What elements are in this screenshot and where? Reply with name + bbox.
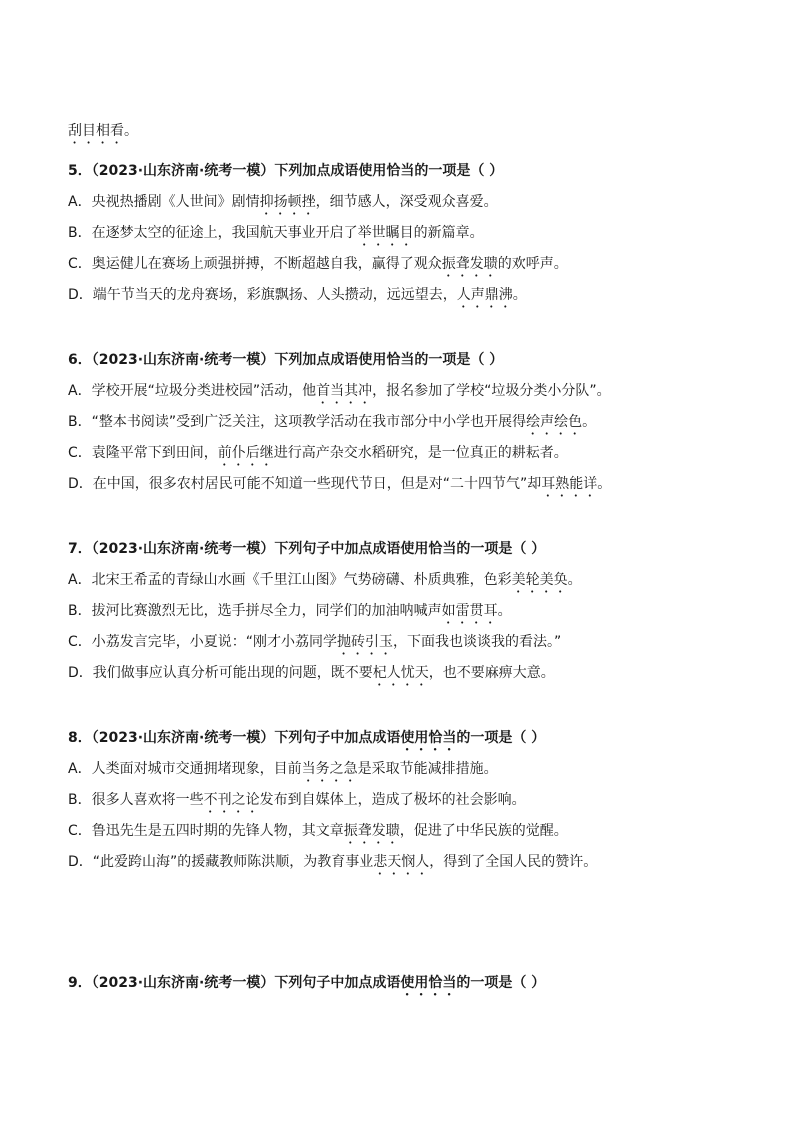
option-text: D．“此爱跨山海”的援藏教师陈洪顺，为教育事业: [68, 854, 374, 870]
question-prompt: （ ）: [470, 163, 504, 179]
question-6-option-a: [68, 382, 611, 407]
question-number: 5．: [68, 163, 92, 179]
option-text: B．“整本书阅读”受到广泛关注，这项教学活动在我市部分中小学也开展得: [68, 414, 527, 430]
question-source: （2023·山东济南·统考一模）: [91, 975, 275, 991]
option-text: ，报名参加了学校“垃圾分类小分队”。: [372, 383, 611, 399]
question-8-option-a: [68, 760, 498, 785]
option-text: ，促进了中华民族的觉醒。: [399, 823, 568, 839]
question-6-option-c: [68, 444, 568, 469]
question-source: （2023·山东济南·统考一模）: [91, 541, 275, 557]
question-prompt: （ ）: [512, 541, 546, 557]
question-prompt: （ ）: [470, 352, 504, 368]
dotted-idiom: 抑扬顿挫: [259, 194, 316, 210]
option-text: ，下面我也谈谈我的看法。”: [393, 634, 562, 650]
continuation-line: [68, 122, 138, 147]
dotted-idiom: 绘声绘色: [526, 414, 583, 430]
question-5-option-a: [68, 193, 498, 218]
question-7-option-d: [68, 664, 555, 689]
option-text: A．北宋王希孟的青绿山水画《千里江山图》气势磅礴、朴质典雅，色彩: [68, 572, 512, 588]
dotted-idiom: 振聋发聩: [343, 823, 400, 839]
dotted-idiom: 首当其冲: [316, 383, 373, 399]
option-text: D．我们做事应认真分析可能出现的问题，既不要: [68, 665, 373, 681]
dotted-idiom: 杞人忧天: [372, 665, 429, 681]
dotted-idiom: 不刊之论: [203, 792, 260, 808]
option-text: 。: [582, 414, 597, 430]
option-text: B．在逐梦太空的征途上，我国航天事业开启了: [68, 225, 358, 241]
option-text: B．很多人喜欢将一些: [68, 792, 204, 808]
dotted-text: 使用恰当: [400, 730, 457, 746]
question-7-stem: [68, 540, 545, 565]
question-7-option-a: [68, 571, 582, 596]
dotted-text: 使用恰当: [400, 975, 457, 991]
dotted-idiom: 前仆后继: [217, 445, 274, 461]
question-7-option-c: [68, 633, 561, 658]
dotted-idiom: 刮目相看: [68, 123, 124, 139]
question-prompt: 下列句子中加点成语使用恰当的一项是: [274, 541, 513, 557]
question-prompt: 下列句子中加点成语: [274, 730, 401, 746]
dotted-idiom: 人声鼎沸: [456, 287, 513, 303]
option-text: C．奥运健儿在赛场上顽强拼搏，不断超越自我，赢得了观众: [68, 256, 442, 272]
continuation-text: 。: [124, 123, 138, 139]
question-7-option-b: [68, 602, 512, 627]
question-8-option-c: [68, 822, 568, 847]
question-8-option-d: [68, 853, 597, 878]
option-text: A．央视热播剧《人世间》剧情: [68, 194, 260, 210]
option-text: 。: [567, 572, 582, 588]
question-5-stem: [68, 162, 503, 187]
question-source: （2023·山东济南·统考一模）: [91, 730, 275, 746]
dotted-idiom: 举世瞩目: [357, 225, 414, 241]
option-text: C．袁隆平常下到田间，: [68, 445, 218, 461]
question-5-option-c: [68, 255, 568, 280]
dotted-idiom: 悲天悯人: [373, 854, 430, 870]
question-prompt: 下列句子中加点成语: [274, 975, 401, 991]
option-text: D．在中国，很多农村居民可能不知道一些现代节日，但是对“二十四节气”却: [68, 476, 542, 492]
option-text: D．端午节当天的龙舟赛场，彩旗飘扬、人头攒动，远远望去，: [68, 287, 457, 303]
question-6-option-b: [68, 413, 596, 438]
question-source: （2023·山东济南·统考一模）: [91, 163, 275, 179]
question-6-option-d: [68, 475, 611, 500]
question-6-stem: [68, 351, 503, 376]
option-text: 的欢呼声。: [497, 256, 568, 272]
option-text: B．拔河比赛激烈无比，选手拼尽全力，同学们的加油呐喊声: [68, 603, 442, 619]
option-text: 发布到自媒体上，造成了极坏的社会影响。: [259, 792, 526, 808]
dotted-idiom: 耳熟能详: [541, 476, 598, 492]
question-prompt: 的一项是（ ）: [456, 975, 546, 991]
question-8-stem: [68, 729, 545, 754]
question-5-option-b: [68, 224, 484, 249]
option-text: 。: [597, 476, 612, 492]
question-number: 6．: [68, 352, 92, 368]
option-text: 。: [512, 287, 527, 303]
option-text: C．鲁迅先生是五四时期的先锋人物，其文章: [68, 823, 344, 839]
question-prompt: 下列加点成语使用恰当的一项是: [274, 352, 471, 368]
question-prompt: 的一项是（ ）: [456, 730, 546, 746]
question-prompt: 下列加点成语使用恰当的一项是: [274, 163, 471, 179]
question-number: 7．: [68, 541, 92, 557]
option-text: A．人类面对城市交通拥堵现象，目前: [68, 761, 302, 777]
question-9-stem: [68, 974, 545, 999]
question-source: （2023·山东济南·统考一模）: [91, 352, 275, 368]
question-5-option-d: [68, 286, 527, 311]
question-8-option-b: [68, 791, 526, 816]
option-text: C．小荔发言完毕，小夏说：“刚才小荔同学: [68, 634, 338, 650]
dotted-idiom: 当务之急: [301, 761, 358, 777]
option-text: ，得到了全国人民的赞许。: [429, 854, 598, 870]
option-text: A．学校开展“垃圾分类进校园”活动，他: [68, 383, 317, 399]
option-text: 的新篇章。: [413, 225, 484, 241]
option-text: ，也不要麻痹大意。: [428, 665, 555, 681]
question-number: 9．: [68, 975, 92, 991]
dotted-idiom: 振聋发聩: [441, 256, 498, 272]
question-number: 8．: [68, 730, 92, 746]
option-text: 。: [497, 603, 512, 619]
option-text: 进行高产杂交水稻研究，是一位真正的耕耘者。: [273, 445, 568, 461]
option-text: ，细节感人，深受观众喜爱。: [315, 194, 498, 210]
dotted-idiom: 如雷贯耳: [441, 603, 498, 619]
dotted-idiom: 抛砖引玉: [337, 634, 394, 650]
dotted-idiom: 美轮美奂: [511, 572, 568, 588]
option-text: 是采取节能减排措施。: [357, 761, 498, 777]
